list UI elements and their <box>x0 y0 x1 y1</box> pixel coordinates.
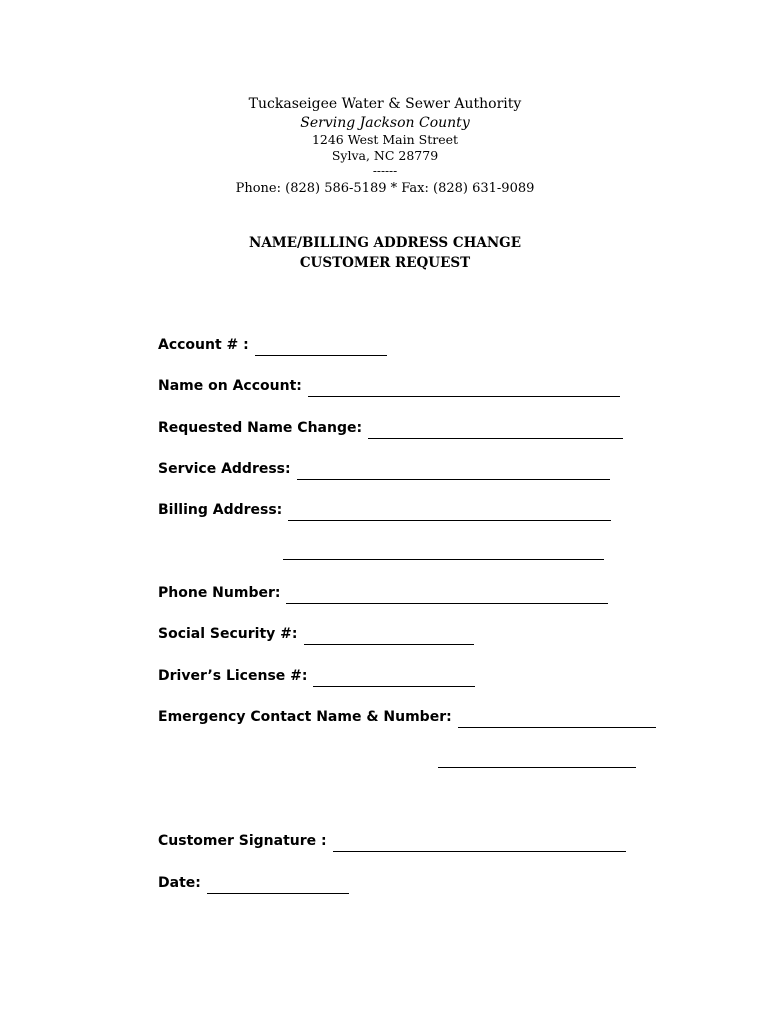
social-security-blank[interactable] <box>304 628 474 645</box>
emergency-contact-field <box>158 706 656 728</box>
city-state-zip: Sylva, NC 28779 <box>331 148 439 163</box>
customer-signature-label: Customer Signature : <box>158 833 327 849</box>
account-blank[interactable] <box>255 339 387 356</box>
account-label: Account # : <box>158 337 249 353</box>
account-field <box>158 334 387 356</box>
billing-address-blank-2[interactable] <box>283 543 604 560</box>
billing-address-label: Billing Address: <box>158 502 283 518</box>
requested-name-change-blank[interactable] <box>368 422 623 439</box>
form-title <box>0 233 770 273</box>
billing-address-blank[interactable] <box>288 504 611 521</box>
customer-signature-blank[interactable] <box>333 835 626 852</box>
phone-number-blank[interactable] <box>286 587 608 604</box>
street-address: 1246 West Main Street <box>311 132 459 147</box>
drivers-license-blank[interactable] <box>313 670 475 687</box>
service-address-label: Service Address: <box>158 461 291 477</box>
form-title-line-2: CUSTOMER REQUEST <box>299 255 471 271</box>
social-security-label: Social Security #: <box>158 626 298 642</box>
name-on-account-label: Name on Account: <box>158 378 302 394</box>
emergency-contact-blank[interactable] <box>458 711 656 728</box>
organization-name: Tuckaseigee Water & Sewer Authority <box>248 96 522 112</box>
emergency-contact-blank-2[interactable] <box>438 751 636 768</box>
phone-fax: Phone: (828) 586-5189 * Fax: (828) 631-9089 <box>235 181 535 196</box>
social-security-field <box>158 623 474 645</box>
requested-name-change-label: Requested Name Change: <box>158 420 363 436</box>
billing-address-field <box>158 499 611 521</box>
phone-number-label: Phone Number: <box>158 585 281 601</box>
emergency-contact-label: Emergency Contact Name & Number: <box>158 709 452 725</box>
letterhead <box>0 94 770 200</box>
name-on-account-blank[interactable] <box>308 380 620 397</box>
name-on-account-field <box>158 375 620 397</box>
phone-number-field <box>158 582 608 604</box>
header-separator: ------ <box>372 164 398 178</box>
date-field <box>158 872 349 894</box>
drivers-license-field <box>158 665 475 687</box>
drivers-license-label: Driver’s License #: <box>158 668 308 684</box>
customer-signature-field <box>158 830 626 852</box>
serving-area: Serving Jackson County <box>300 115 470 131</box>
date-label: Date: <box>158 875 201 891</box>
service-address-field <box>158 458 610 480</box>
date-blank[interactable] <box>207 877 349 894</box>
requested-name-change-field <box>158 417 623 439</box>
form-title-line-1: NAME/BILLING ADDRESS CHANGE <box>248 235 521 251</box>
service-address-blank[interactable] <box>297 463 610 480</box>
